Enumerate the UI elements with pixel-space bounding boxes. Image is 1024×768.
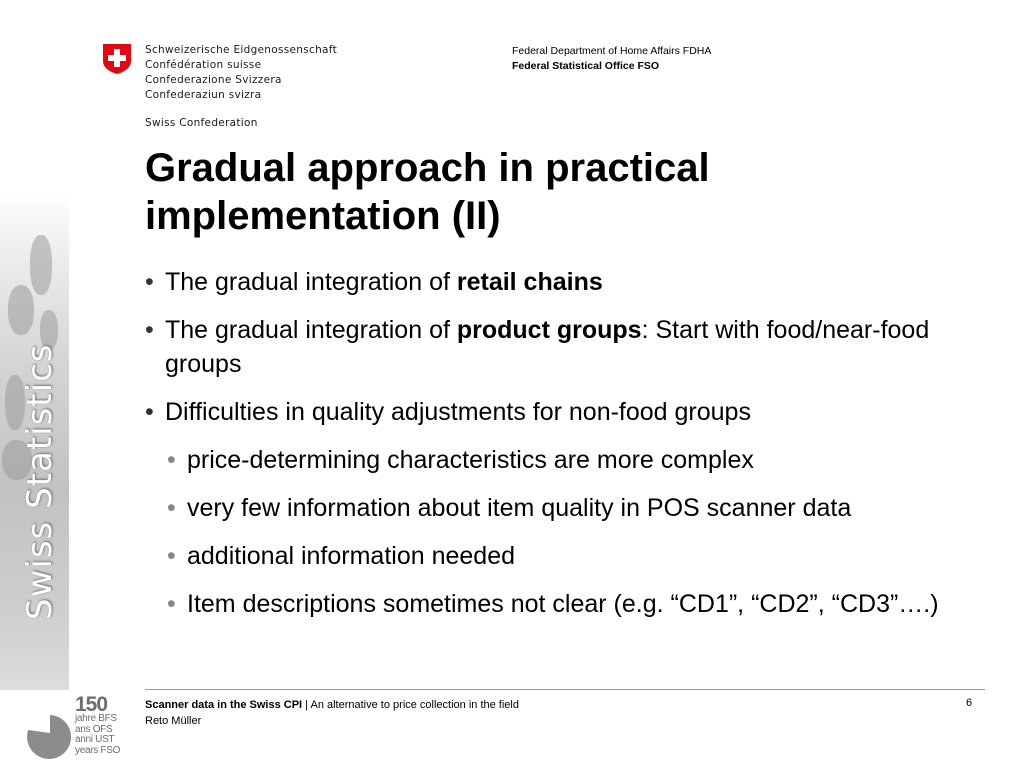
bullet-icon: •	[145, 398, 154, 426]
anniversary-word: ans OFS	[75, 723, 113, 735]
confederation-name-rm: Confederaziun svizra	[145, 89, 262, 101]
sidebar-photo-figure	[8, 285, 34, 335]
sub-bullet-item	[167, 491, 1005, 525]
sub-bullet-item	[167, 443, 1005, 477]
confederation-name-de: Schweizerische Eidgenossenschaft	[145, 44, 337, 56]
presentation-subtitle: An alternative to price collection in the field	[310, 699, 519, 711]
sub-bullet-icon: •	[167, 494, 176, 522]
bullet-text-bold: retail chains	[456, 268, 603, 296]
department-name: Federal Department of Home Affairs FDHA	[512, 45, 712, 57]
bullet-item	[145, 265, 1005, 299]
sub-bullet-icon: •	[167, 542, 176, 570]
department-block	[512, 44, 711, 74]
author-name: Reto Müller	[145, 715, 202, 727]
sub-bullet-text: very few information about item quality in POS scanner data	[187, 494, 852, 522]
footer-separator: |	[302, 699, 311, 711]
bullet-text	[165, 313, 1005, 381]
anniversary-words	[75, 714, 120, 756]
sub-bullet-icon: •	[167, 590, 176, 618]
confederation-name-fr: Confédération suisse	[145, 59, 262, 71]
bullet-text: Difficulties in quality adjustments for non-food groups	[165, 398, 751, 426]
bullet-text-plain: The gradual integration of	[165, 268, 457, 296]
bullet-text-plain: The gradual integration of	[165, 316, 457, 344]
page-number: 6	[966, 697, 973, 709]
sidebar-photo-figure	[30, 235, 52, 295]
office-name: Federal Statistical Office FSO	[512, 60, 660, 72]
bullet-icon: •	[145, 268, 154, 296]
sub-bullet-item	[167, 587, 1005, 621]
bullet-text	[165, 265, 603, 299]
anniversary-word: jahre BFS	[75, 713, 117, 724]
bullet-text-bold: product groups	[456, 316, 642, 344]
sub-bullet-text: price-determining characteristics are more complex	[187, 446, 754, 474]
presentation-title: Scanner data in the Swiss CPI	[145, 699, 303, 711]
swiss-cross-shield-icon	[102, 43, 132, 75]
bullet-item	[145, 313, 1005, 381]
sub-bullet-item	[167, 539, 1005, 573]
swiss-confederation-label: Swiss Confederation	[145, 117, 258, 129]
bullet-icon: •	[145, 316, 154, 344]
sub-bullet-text: additional information needed	[187, 542, 516, 570]
sub-bullet-icon: •	[167, 446, 176, 474]
swiss-statistics-brand-text: Swiss Statistics	[20, 343, 60, 620]
bullet-item	[145, 395, 1005, 429]
anniversary-word: anni UST	[75, 734, 115, 745]
slide-body	[145, 265, 1005, 635]
bullet-text-plain: : Start with food/near-food groups	[165, 316, 930, 378]
anniversary-word: years FSO	[75, 744, 121, 756]
anniversary-number: 150	[75, 693, 108, 716]
slide-title	[145, 144, 925, 240]
footer-divider	[145, 689, 985, 690]
sub-bullet-text: Item descriptions sometimes not clear (e.g. “CD1”, “CD2”, “CD3”….)	[187, 590, 939, 618]
slide-title-line-2: implementation (II)	[145, 194, 501, 238]
confederation-name-it: Confederazione Svizzera	[145, 74, 282, 86]
confederation-names	[145, 43, 337, 103]
footer-info	[145, 697, 519, 729]
slide-title-line-1: Gradual approach in practical	[145, 146, 710, 190]
footer-title-line	[145, 697, 519, 713]
